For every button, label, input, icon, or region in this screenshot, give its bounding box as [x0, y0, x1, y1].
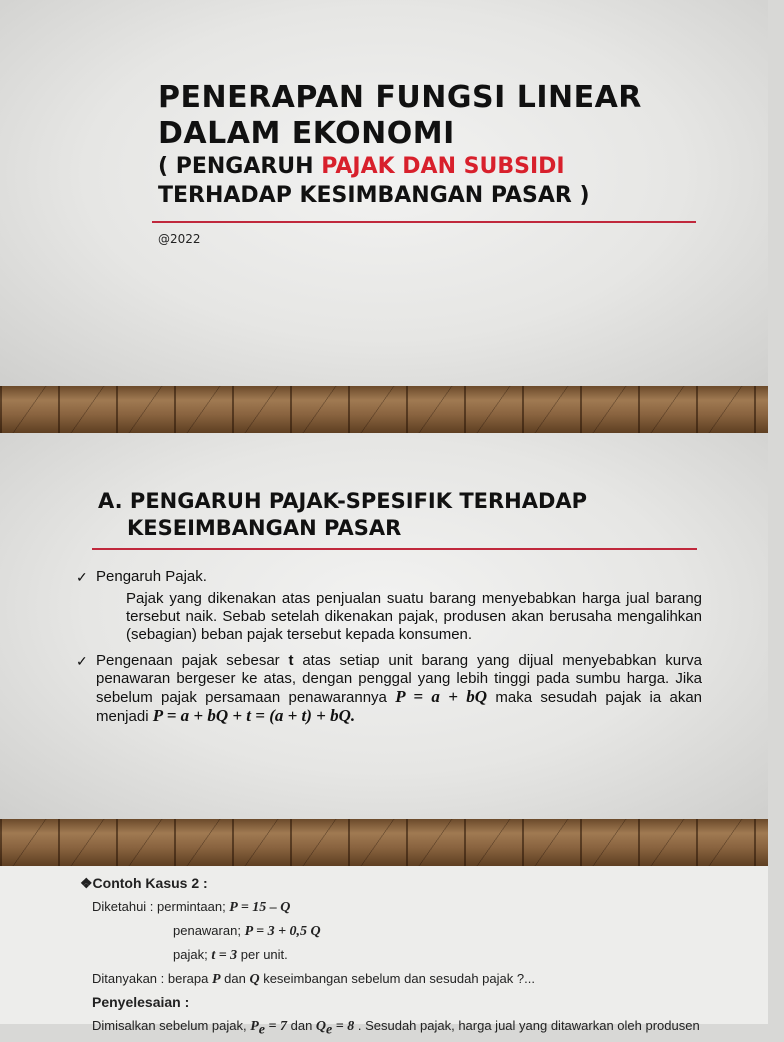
bullet-item: ✓ Pengenaan pajak sebesar t atas setiap unit barang yang dijual menyebabkan kurva penawaran bergeser ke atas, dengan penggal yang lebih tinggi pada sumbu harga. Jika sebelum pajak persamaan penawarannya P = a + bQ maka sesudah pajak ia akan menjadi P = a + bQ + t = (a + t) + bQ.	[76, 652, 703, 725]
divider	[92, 548, 697, 550]
tax-line: pajak; t = 3 per unit.	[173, 947, 288, 963]
year-label: @2022	[158, 232, 201, 246]
example-slide	[0, 866, 768, 1038]
check-icon: ✓	[76, 569, 88, 585]
content-slide	[0, 433, 768, 819]
subtitle: ( PENGARUH PAJAK DAN SUBSIDI TERHADAP KESIMBANGAN PASAR )	[158, 154, 590, 208]
solution-line: Dimisalkan sebelum pajak, $P_e = 7$ dan $Q_e = 8$ . Sesudah pajak, harga jual yang ditawarkan oleh produsen	[92, 1018, 700, 1038]
equation: P = a + bQ	[395, 687, 488, 706]
supply-line: penawaran; P = 3 + 0,5 Q	[173, 923, 321, 939]
paragraph: Pajak yang dikenakan atas penjualan suatu barang menyebabkan harga jual barang tersebut naik. Sebab setelah dikenakan pajak, produsen akan berusaha mengalihkan (sebagian) beban pajak tersebut kepada konsumen.	[126, 590, 702, 643]
solution-heading: Penyelesaian :	[92, 994, 190, 1010]
check-icon: ✓	[76, 653, 88, 669]
section-title: A. PENGARUH PAJAK-SPESIFIK TERHADAP KESEIMBANGAN PASAR	[98, 489, 588, 540]
main-title: PENERAPAN FUNGSI LINEAR DALAM EKONOMI	[158, 80, 642, 151]
known-line: Diketahui : permintaan; P = 15 – Q	[92, 899, 291, 915]
asked-line: Ditanyakan : berapa P dan Q keseimbangan sebelum dan sesudah pajak ?...	[92, 971, 535, 987]
equation: P = a + bQ + t = (a + t) + bQ.	[152, 706, 356, 725]
slide-body	[80, 872, 760, 1042]
divider	[152, 221, 696, 223]
highlight-text: PAJAK DAN SUBSIDI	[321, 154, 565, 179]
wood-floor-divider	[0, 819, 768, 866]
bullet-item: ✓ Pengaruh Pajak.	[76, 568, 207, 585]
case-heading: ❖Contoh Kasus 2 :	[80, 875, 208, 891]
title-slide	[0, 0, 768, 386]
wood-floor-divider	[0, 386, 768, 433]
slide-body	[76, 568, 702, 726]
